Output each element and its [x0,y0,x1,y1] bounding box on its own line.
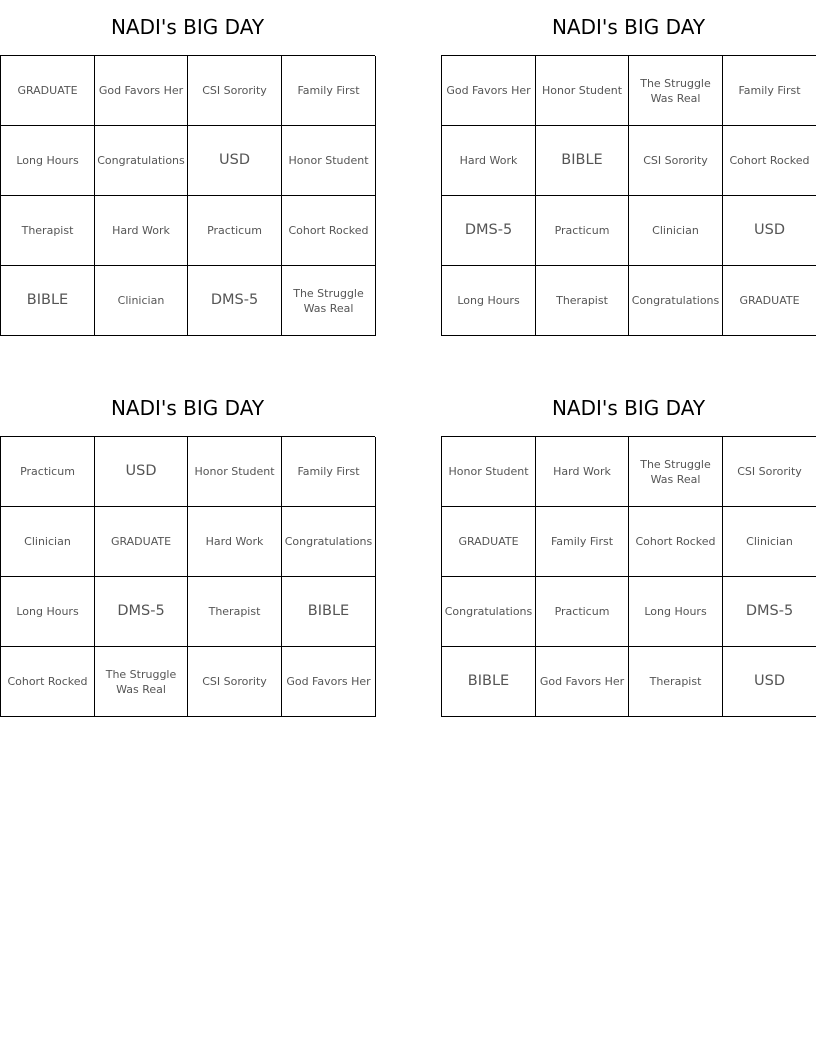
bingo-grid [441,55,816,336]
bingo-cell: Hard Work [536,437,629,507]
bingo-cell: The Struggle Was Real [95,647,188,717]
bingo-grid [0,55,375,336]
bingo-cell: CSI Sorority [629,126,723,196]
card-title: NADI's BIG DAY [551,396,706,420]
bingo-cell: Therapist [629,647,723,717]
bingo-cell: BIBLE [442,647,536,717]
bingo-cell: The Struggle Was Real [282,266,376,336]
bingo-cell: Clinician [723,507,816,577]
bingo-cell: GRADUATE [95,507,188,577]
card-title: NADI's BIG DAY [551,15,706,39]
bingo-cell: USD [723,196,816,266]
bingo-cell: DMS-5 [188,266,282,336]
bingo-cell: Honor Student [188,437,282,507]
bingo-cell: Cohort Rocked [629,507,723,577]
bingo-cell: USD [723,647,816,717]
bingo-cell: Hard Work [95,196,188,266]
bingo-cell: Congratulations [442,577,536,647]
bingo-cell: Practicum [536,196,629,266]
bingo-cell: Honor Student [536,56,629,126]
bingo-cell: Congratulations [629,266,723,336]
bingo-grid [441,436,816,717]
bingo-cell: USD [188,126,282,196]
bingo-cell: Congratulations [95,126,188,196]
bingo-cell: Long Hours [442,266,536,336]
bingo-card-2 [441,0,816,336]
bingo-cell: GRADUATE [442,507,536,577]
bingo-cell: Congratulations [282,507,376,577]
bingo-cell: God Favors Her [442,56,536,126]
bingo-cell: GRADUATE [1,56,95,126]
bingo-cell: Cohort Rocked [1,647,95,717]
bingo-cell: DMS-5 [95,577,188,647]
bingo-cell: Family First [282,437,376,507]
bingo-cell: CSI Sorority [188,56,282,126]
bingo-cell: Clinician [1,507,95,577]
bingo-cell: Therapist [1,196,95,266]
bingo-cell: CSI Sorority [723,437,816,507]
bingo-cell: Family First [536,507,629,577]
bingo-cell: GRADUATE [723,266,816,336]
bingo-cell: Cohort Rocked [723,126,816,196]
bingo-cell: Clinician [95,266,188,336]
bingo-card-3 [0,381,375,717]
bingo-cell: God Favors Her [536,647,629,717]
bingo-cell: Cohort Rocked [282,196,376,266]
bingo-cell: The Struggle Was Real [629,56,723,126]
bingo-card-1 [0,0,375,336]
bingo-cell: Hard Work [442,126,536,196]
bingo-cell: DMS-5 [723,577,816,647]
bingo-cell: DMS-5 [442,196,536,266]
bingo-cell: BIBLE [1,266,95,336]
bingo-cell: Honor Student [442,437,536,507]
bingo-cell: God Favors Her [95,56,188,126]
bingo-cell: Practicum [188,196,282,266]
bingo-cell: Hard Work [188,507,282,577]
bingo-cell: Honor Student [282,126,376,196]
bingo-cell: God Favors Her [282,647,376,717]
bingo-card-4 [441,381,816,717]
bingo-cell: Practicum [536,577,629,647]
bingo-cell: The Struggle Was Real [629,437,723,507]
bingo-cell: Practicum [1,437,95,507]
bingo-cell: Family First [723,56,816,126]
card-title: NADI's BIG DAY [110,15,265,39]
bingo-cell: Long Hours [1,126,95,196]
card-title: NADI's BIG DAY [110,396,265,420]
bingo-cell: BIBLE [282,577,376,647]
bingo-cell: Clinician [629,196,723,266]
bingo-cell: CSI Sorority [188,647,282,717]
bingo-cell: Family First [282,56,376,126]
bingo-cell: BIBLE [536,126,629,196]
bingo-cell: Therapist [536,266,629,336]
bingo-grid [0,436,375,717]
bingo-cell: Long Hours [629,577,723,647]
bingo-cell: Therapist [188,577,282,647]
bingo-cell: USD [95,437,188,507]
bingo-cell: Long Hours [1,577,95,647]
